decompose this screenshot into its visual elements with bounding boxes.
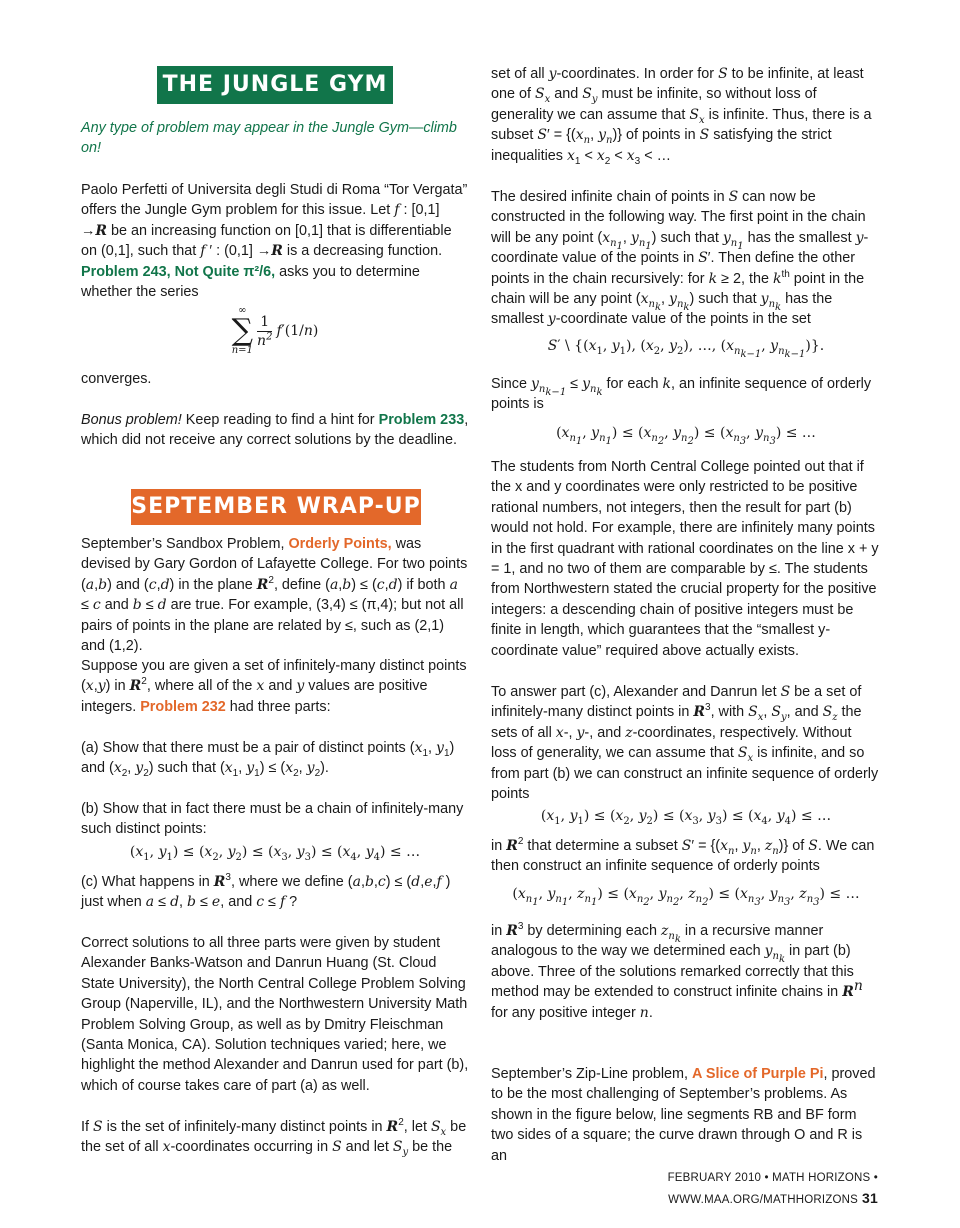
subset-paragraph: in $R^2$ that determine a subset $S' = \{(x_n$, $y_n$, $z_n$)} of S. We can then construct an infinite sequence of orderly points xyxy=(491,836,875,875)
jungle-gym-problem-paragraph: Paolo Perfetti of Universita degli Studi di Roma “Tor Vergata” offers the Jungle Gym problem for this issue. Let f : [0,1] →R be an increasing function on [0,1] that is differentiable on (0,1], such that f ′ : (0,1] →R is a decreasing function. Problem 243, Not Quite π²/6, asks you to determine whether the series xyxy=(81,182,468,301)
jungle-gym-banner: THE JUNGLE GYM xyxy=(157,66,393,104)
problem-text-a: Paolo Perfetti of Universita degli Studi di Roma “Tor Vergata” offers the Jungle Gym problem for this issue. Let xyxy=(81,182,468,219)
sandbox-paragraph: September’s Sandbox Problem, Orderly Points, was devised by Gary Gordon of Lafayette College. For two points (a,b) and (c,d) in the plane $R^2$, define (a,b) ≤ (c,d) if both a ≤ c and b ≤ d are true. For example, (3,4) ≤ (π,4); but not all pairs of points in the plane are related by ≤, such as (2,1) and (1,2). xyxy=(81,536,468,655)
converges-text: converges. xyxy=(81,371,152,387)
orderly-sequence-formula: ($x_{n_1}$, $y_{n_1}) \le (x_{n_2}$, $y_{n_2}) \le (x_{n_3}$, $y_{n_3}$) ≤ … xyxy=(556,425,816,447)
north-central-paragraph xyxy=(491,457,881,661)
part-c-text: (c) What happens in xyxy=(81,874,214,890)
sandbox-text-b: was devised by Gary Gordon of Lafayette College. For two points xyxy=(81,536,468,573)
chain-formula-left: ($x_1$, $y_1) \le (x_2$, $y_2) \le (x_3$, $y_3) \le (x_4$, $y_4$) ≤ … xyxy=(129,844,421,863)
slice-of-purple-pi-link[interactable]: A Slice of Purple Pi xyxy=(692,1066,824,1082)
correct-solutions-paragraph: Correct solutions to all three parts were given by student Alexander Banks-Watson and Danrun Huang (St. Cloud State University), the North Central College Problem Solving Group (Naperville, IL), and the Northwestern University Math Problem Solving Group, as well as by Dmitry Fleischman (Santa Monica, CA). Solution techniques varied; here, we highlight the method Alexander and Danrun used for part (b), which of course takes care of part (a) as well. xyxy=(81,935,469,1094)
if-s-text-2: is the set of infinitely-many distinct points in xyxy=(102,1119,387,1135)
part-c: (c) What happens in $R^3$, where we define (a,b,c) ≤ (d,e,f ) just when a ≤ d, b ≤ e, and c ≤ f ? xyxy=(81,872,451,911)
chain-construction-paragraph: The desired infinite chain of points in S can now be constructed in the following way. The first point in the chain will be any point ($x_{n_1}$, $y_{n_1}$) such that $y_{n_1}$ has the smallest y-coordinate value of the points in S′. Then define the other points in the chain recursively: for k ≥ 2, the $k^{th}$ point in the chain will be any point ($x_{n_k}$, $y_{n_k}$) such that $y_{n_k}$ has the smallest y-coordinate value of the points in the set xyxy=(491,189,869,328)
since-paragraph: Since $y_{n_{k-1}} \le y_{n_k}$ for each k, an infinite sequence of orderly points is xyxy=(491,376,872,413)
suppose-text-a: Suppose you are given a set of infinitely-many distinct points xyxy=(81,658,467,674)
left-column xyxy=(81,0,469,1228)
bonus-label: Bonus problem! xyxy=(81,412,182,428)
bonus-text: Keep reading to find a hint for xyxy=(181,412,379,428)
part-a: (a) Show that there must be a pair of distinct points ($x_1$, $y_1$) and ($x_2$, $y_2$) such that ($x_1$, $y_1) \le (x_2$, $y_2$). xyxy=(81,740,455,780)
chain-formula-right: ($x_1$, $y_1) \le (x_2$, $y_2) \le (x_3$, $y_3) \le (x_4$, $y_4$) ≤ … xyxy=(540,808,832,827)
recursive-paragraph: in $R^3$ by determining each $z_{n_k}$ in a recursive manner analogous to the way we determined each $y_{n_k}$ in part (b) above. Three of the solutions remarked correctly that this method may be extended to construct infinite chains in $R^n$ for any positive integer n. xyxy=(491,921,863,1021)
page-number: 31 xyxy=(862,1190,878,1207)
right-column xyxy=(491,0,881,1228)
triple-sequence-formula: ($x_{n_1}$, $y_{n_1}$, $z_{n_1}) \le (x_{n_2}$, $y_{n_2}$, $z_{n_2}) \le (x_{n_3}$, $y_{n_3}$, $z_{n_3}$) ≤ … xyxy=(512,886,860,908)
students-text-2: x + y = 1, and no two of them are comparable by ≤. The students from Northwestern stated the crucial property for the positive integers: a descending chain of positive integers must be finite in length, which guarantees that the “smallest y-coordinate value” required above actually exists. xyxy=(491,540,879,659)
problem-text-b: be an increasing function on [0,1] that is differentiable on (0,1], such that xyxy=(81,222,452,260)
bonus-paragraph xyxy=(81,410,469,451)
continuation-paragraph: set of all y-coordinates. In order for S to be infinite, at least one of $S_x$ and $S_y$ must be infinite, so without loss of generality we can assume that $S_x$ is infinite. Thus, there is a subset $S' = \{(x_n$, $y_n$)} of points in S satisfying the strict inequalities $x_1 < x_2 < x_3$ < … xyxy=(491,66,872,167)
part-c-answer-paragraph: To answer part (c), Alexander and Danrun let S be a set of infinitely-many distinct points in $R^3$, with $S_x$, $S_y$, and $S_z$ the sets of all x-, y-, and z-coordinates, respectively. Without loss of generality, we can assume that $S_x$ is infinite, and so from part (b) we can construct an infinite sequence of orderly points xyxy=(491,684,879,803)
suppose-paragraph: Suppose you are given a set of infinitely-many distinct points (x,y) in $R^2$, where all of the x and y values are positive integers. Problem 232 had three parts: xyxy=(81,658,467,715)
part-a-text: (a) Show that there must be a pair of distinct points xyxy=(81,740,410,756)
problem-text-d: asks you to determine whether the series xyxy=(81,263,420,301)
september-wrap-up-banner: SEPTEMBER WRAP-UP xyxy=(131,489,421,525)
zip-text-b: , proved to be the most challenging of September’s problems. As shown in the figure below, line segments RB and BF form two sides of a square; the curve drawn through O and R is an xyxy=(491,1066,876,1164)
suppose-text-c: had three parts: xyxy=(225,698,331,715)
students-text: The students from North Central College pointed out that if the x and y coordinates were only restricted to be positive rational numbers, not integers, then the result for part (b) would not hold. For example, there are infinitely many points in the first quadrant with rational coordinates on the line xyxy=(491,459,875,557)
suppose-text-b: values are positive integers. xyxy=(81,678,428,715)
zip-line-paragraph xyxy=(491,1064,881,1166)
problem-233-link[interactable]: Problem 233 xyxy=(378,412,465,428)
problem-232-link[interactable]: Problem 232 xyxy=(140,698,226,715)
sandbox-text-a: September’s Sandbox Problem, xyxy=(81,536,289,552)
sandbox-text-c: points in the plane are related by ≤, such as (2,1) and (1,2). xyxy=(81,617,445,655)
jungle-gym-intro: Any type of problem may appear in the Jungle Gym—climb on! xyxy=(81,120,457,157)
set-difference-formula: S′ \ {($x_1$, $y_1$), ($x_2$, $y_2$), …, ($x_{n_{k-1}}$, $y_{n_{k-1}}$)}. xyxy=(547,338,825,360)
if-s-paragraph: If S is the set of infinitely-many distinct points in $R^2$, let $S_x$ be the set of all x-coordinates occurring in S and let $S_y$ be the xyxy=(81,1117,467,1159)
series-formula: ∞ ∑ n=1 $\frac{1}{n^2}$ f′(1/n) xyxy=(231,305,319,356)
if-s-text-1: If xyxy=(81,1119,93,1135)
zip-text-a: September’s Zip-Line problem, xyxy=(491,1066,693,1082)
problem-text-c: is a decreasing function. xyxy=(282,243,443,260)
footer-text: FEBRUARY 2010 • MATH HORIZONS • WWW.MAA.ORG/MATHHORIZONS xyxy=(667,1172,878,1207)
page-footer xyxy=(484,1168,878,1211)
orderly-points-link[interactable]: Orderly Points, xyxy=(288,536,392,552)
bonus-end: , which did not receive any correct solutions by the deadline. xyxy=(81,412,469,449)
problem-243-link[interactable]: Problem 243, Not Quite π²/6, xyxy=(81,263,276,280)
part-b: (b) Show that in fact there must be a chain of infinitely-many such distinct points: xyxy=(81,801,464,838)
